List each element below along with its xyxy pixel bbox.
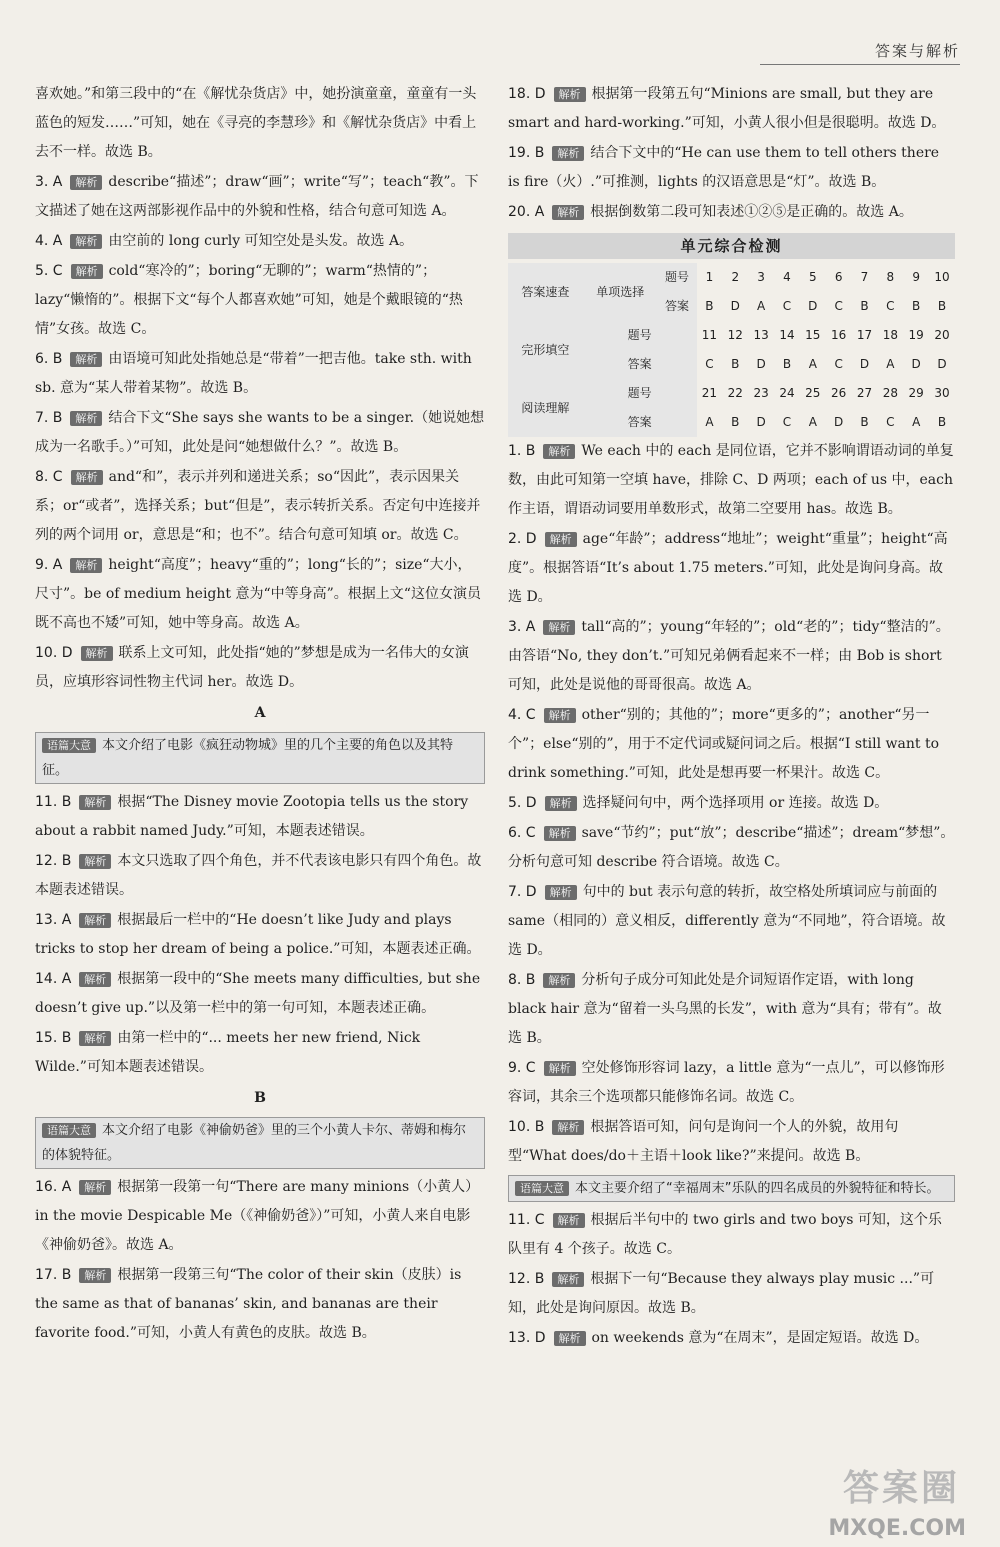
analysis-tag: 解析: [79, 1180, 111, 1195]
answer-number: 19. B: [508, 145, 545, 161]
watermark-logo: 答案圈: [842, 1468, 960, 1509]
right-column: [508, 80, 955, 1354]
answer-number: 7. D: [508, 884, 537, 900]
analysis-tag: 解析: [81, 646, 113, 661]
table-cell: 19: [908, 328, 924, 342]
table-cell: 21: [701, 386, 718, 400]
answer-number: 13. D: [508, 1330, 546, 1346]
table-cell: 22: [727, 386, 743, 400]
unit-test-title: 单元综合检测: [508, 233, 955, 259]
answer-explanation: describe“描述”；draw“画”；write“写”；teach“教”。下文描述了她在这两部影视作品中的外貌和性格，结合句意可知选 A。: [35, 174, 479, 219]
table-cell: 15: [805, 328, 821, 342]
answer-explanation: 本文只选取了四个角色，并不代表该电影只有四个角色。故本题表述错误。: [35, 853, 482, 898]
answer-explanation: 分析句子成分可知此处是介词短语作定语，with long black hair 意为“留着一头乌黑的长发”，with 意为“具有；带有”。故选 B。: [508, 972, 942, 1046]
answer-check-label: 答案速查: [508, 263, 583, 321]
answer-explanation: 根据答语可知，问句是询问一个人的外貌，故用句型“What does/do＋主语＋look like?”来提问。故选 B。: [508, 1119, 899, 1164]
answer-explanation: 根据第一段第一句“There are many minions（小黄人）in the movie Despicable Me（《神偷奶爸》）”可知，小黄人来自电影《神偷奶爸》。故选 A。: [35, 1179, 480, 1253]
summary-box-a: [35, 732, 485, 784]
answer-number: 3. A: [508, 619, 536, 635]
answer-number: 10. B: [508, 1119, 545, 1135]
analysis-tag: 解析: [79, 913, 111, 928]
cloze-label: 完形填空: [508, 321, 583, 379]
answer-item: [35, 1261, 485, 1348]
answer-explanation: 根据第一段第五句“Minions are small, but they are smart and hard-working.”可知，小黄人很小但是很聪明。故选 D。: [508, 86, 946, 131]
answer-number: 18. D: [508, 86, 546, 102]
answer-explanation: 由第一栏中的“... meets her new friend, Nick Wilde.”可知本题表述错误。: [35, 1030, 421, 1075]
table-cell: C: [782, 299, 792, 313]
answer-number: 14. A: [35, 971, 72, 987]
analysis-tag: 解析: [552, 1120, 584, 1135]
answer-label: 答案: [583, 350, 697, 379]
table-cell: C: [782, 415, 792, 429]
header-divider: [760, 64, 960, 65]
left-column: [35, 80, 485, 1349]
answer-number: 9. A: [35, 557, 63, 573]
answer-explanation: other“别的；其他的”；more“更多的”；another“另一个”；else“别的”，用于不定代词或疑问词之后。根据“I still want to drink something.”可知，此处是想再要一杯果汁。故选 C。: [508, 707, 940, 781]
analysis-tag: 解析: [553, 1213, 585, 1228]
table-cell: 4: [783, 270, 791, 284]
answer-list-c: [35, 1173, 485, 1348]
table-cell: 12: [727, 328, 743, 342]
answer-item: [508, 198, 955, 227]
answer-explanation: 根据“The Disney movie Zootopia tells us the story about a rabbit named Judy.”可知，本题表述错误。: [35, 794, 469, 839]
answer-explanation: 根据第一段第三句“The color of their skin（皮肤）is the same as that of bananas’ skin, and bananas are their favorite food.”可知，小黄人有黄色的皮肤。故选 B。: [35, 1267, 462, 1341]
answer-explanation: 根据后半句中的 two girls and two boys 可知，这个乐队里有 4 个孩子。故选 C。: [508, 1212, 942, 1257]
answer-explanation: 由空前的 long curly 可知空处是头发。故选 A。: [108, 233, 414, 249]
table-cell: 30: [934, 386, 950, 400]
answer-number: 5. C: [35, 263, 63, 279]
answer-explanation: 根据最后一栏中的“He doesn’t like Judy and plays tricks to stop her dream of being a police.”可知，本题表述正确。: [35, 912, 481, 957]
answer-item: [508, 819, 955, 877]
table-cell: B: [937, 299, 947, 313]
table-cell: 14: [779, 328, 795, 342]
answer-item: [508, 1113, 955, 1171]
table-cell: A: [912, 415, 921, 429]
analysis-tag: 解析: [544, 1061, 576, 1076]
table-cell: 2: [731, 270, 740, 284]
table-cell: 17: [856, 328, 873, 342]
answer-number: 4. A: [35, 233, 63, 249]
answer-item: [508, 789, 955, 818]
answer-number: 8. C: [35, 469, 63, 485]
table-cell: 27: [856, 386, 873, 400]
answer-label: 答案: [658, 292, 697, 321]
answer-number: 11. C: [508, 1212, 545, 1228]
answer-item: [35, 965, 485, 1023]
table-cell: A: [808, 415, 817, 429]
answer-explanation: We each 中的 each 是同位语，它并不影响谓语动词的单复数，由此可知第一空填 have，排除 C、D 两项；each of us 中，each 作主语，谓语动词要用单数形式，故第二空要用 has。故选 B。: [508, 443, 954, 517]
table-cell: B: [912, 299, 921, 313]
answer-explanation: and“和”，表示并列和递进关系；so“因此”，表示因果关系；or“或者”，选择关系；but“但是”，表示转折关系。否定句中连接并列的两个词用 or，意思是“和；也不”。结合句意可知填 or。故选 C。: [35, 469, 481, 543]
answer-item: [508, 701, 955, 788]
analysis-tag: 解析: [70, 411, 102, 426]
table-cell: A: [705, 415, 714, 429]
table-cell: 23: [753, 386, 769, 400]
answer-number: 7. B: [35, 410, 63, 426]
answer-explanation: cold“寒冷的”；boring“无聊的”；warm“热情的”；lazy“懒惰的”。根据下文“每个人都喜欢她”可知，她是个戴眼镜的“热情”女孩。故选 C。: [35, 263, 463, 337]
number-label: 题号: [658, 263, 697, 292]
answer-explanation: on weekends 意为“在周末”，是固定短语。故选 D。: [591, 1330, 929, 1346]
analysis-tag: 解析: [70, 352, 102, 367]
analysis-tag: 解析: [554, 87, 586, 102]
table-cell: D: [730, 299, 740, 313]
answer-explanation: height“高度”；heavy“重的”；long“长的”；size“大小，尺寸”。be of medium height 意为“中等身高”。根据上文“这位女演员既不高也不矮”可知，她中等身高。故选 A。: [35, 557, 481, 631]
answer-item: [35, 788, 485, 846]
table-cell: D: [911, 357, 921, 371]
answer-explanation: 根据下一句“Because they always play music ...”可知，此处是询问原因。故选 B。: [508, 1271, 935, 1316]
table-cell: C: [886, 415, 895, 429]
answer-item: [508, 878, 955, 965]
answer-item: [508, 139, 955, 197]
analysis-tag: 解析: [552, 146, 584, 161]
number-label: 题号: [583, 321, 697, 350]
table-cell: 13: [753, 328, 769, 342]
analysis-tag: 解析: [543, 620, 575, 635]
answer-explanation: 空处修饰形容词 lazy，a little 意为“一点儿”，可以修饰形容词，其余三个选项都只能修饰名词。故选 C。: [508, 1060, 945, 1105]
table-cell: 20: [934, 328, 950, 342]
answer-explanation: 选择疑问句中，两个选择项用 or 连接。故选 D。: [582, 795, 889, 811]
table-cell: C: [705, 357, 714, 371]
single-choice-label: 单项选择: [583, 263, 658, 321]
answer-explanation: 结合下文“She says she wants to be a singer.（她说她想成为一名歌手。）”可知，此处是问“她想做什么？”。故选 B。: [35, 410, 485, 455]
answer-number: 11. B: [35, 794, 72, 810]
analysis-tag: 解析: [543, 444, 575, 459]
analysis-tag: 解析: [71, 264, 103, 279]
answer-number: 1. B: [508, 443, 536, 459]
analysis-tag: 解析: [79, 972, 111, 987]
answer-item: [35, 227, 485, 256]
answer-number: 10. D: [35, 645, 73, 661]
answer-number: 6. C: [508, 825, 536, 841]
answer-item: [508, 1206, 955, 1264]
analysis-tag: 解析: [545, 796, 577, 811]
answer-list-b: [35, 788, 485, 1082]
answer-list-d: [508, 80, 955, 227]
table-cell: C: [886, 299, 895, 313]
answer-item: [508, 80, 955, 138]
summary-text: 本文介绍了电影《疯狂动物城》里的几个主要的角色以及其特征。: [42, 738, 454, 778]
table-cell: 7: [860, 270, 869, 284]
answer-list-e: [508, 437, 955, 1171]
summary-tag: 语篇大意: [515, 1181, 569, 1196]
table-cell: 10: [934, 270, 950, 284]
answer-explanation: 联系上文可知，此处指“她的”梦想是成为一名伟大的女演员，应填形容词性物主代词 her。故选 D。: [35, 645, 469, 690]
table-cell: D: [859, 357, 870, 371]
summary-tag: 语篇大意: [42, 738, 96, 753]
analysis-tag: 解析: [545, 532, 577, 547]
table-cell: 1: [705, 270, 714, 284]
table-cell: B: [705, 299, 714, 313]
table-cell: B: [860, 299, 869, 313]
analysis-tag: 解析: [543, 973, 575, 988]
table-cell: 24: [779, 386, 795, 400]
table-cell: 18: [882, 328, 898, 342]
answer-item: [35, 551, 485, 638]
table-cell: 29: [908, 386, 924, 400]
table-cell: C: [834, 357, 843, 371]
answer-item: [35, 168, 485, 226]
analysis-tag: 解析: [545, 885, 577, 900]
answer-item: [35, 906, 485, 964]
answer-explanation: tall“高的”；young“年轻的”；old“老的”；tidy“整洁的”。由答语“No, they don’t.”可知兄弟俩看起来不一样；由 Bob is short 可知，此处是说他的哥哥很高。故选 A。: [508, 619, 950, 693]
analysis-tag: 解析: [70, 175, 102, 190]
table-cell: A: [757, 299, 766, 313]
table-cell: 8: [886, 270, 895, 284]
answer-explanation: save“节约”；put“放”；describe“描述”；dream“梦想”。分析句意可知 describe 符合语境。故选 C。: [508, 825, 955, 870]
intro-paragraph: 喜欢她。”和第三段中的“在《解忧杂货店》中，她扮演童童，童童有一头蓝色的短发……”可知，她在《寻亮的李慧珍》和《解忧杂货店》中看上去不一样。故选 B。: [35, 86, 477, 160]
answer-explanation: age“年龄”；address“地址”；weight“重量”；height“高度”。根据答语“It’s about 1.75 meters.”可知，此处是询问身高。故选 D。: [508, 531, 948, 605]
answer-number: 3. A: [35, 174, 63, 190]
answer-item: [508, 613, 955, 700]
answer-explanation: 句中的 but 表示句意的转折，故空格处所填词应与前面的 same（相同的）意义相反，differently 意为“不同地”，符合语境。故选 D。: [508, 884, 946, 958]
table-cell: B: [731, 415, 740, 429]
answer-item: [508, 437, 955, 524]
reading-label: 阅读理解: [508, 379, 583, 437]
analysis-tag: 解析: [79, 854, 111, 869]
answer-item: [35, 345, 485, 403]
answer-number: 12. B: [35, 853, 72, 869]
table-cell: 16: [831, 328, 847, 342]
answer-item: [35, 847, 485, 905]
analysis-tag: 解析: [79, 795, 111, 810]
answer-number: 13. A: [35, 912, 72, 928]
answer-item: [508, 1265, 955, 1323]
answer-item: [35, 257, 485, 344]
analysis-tag: 解析: [79, 1031, 111, 1046]
table-cell: 26: [831, 386, 847, 400]
table-cell: D: [834, 415, 844, 429]
answer-list-f: [508, 1206, 955, 1353]
section-heading-a: A: [254, 705, 266, 721]
answer-label: 答案: [583, 408, 697, 437]
analysis-tag: 解析: [70, 558, 102, 573]
answer-item: [508, 525, 955, 612]
answer-item: [35, 1024, 485, 1082]
table-cell: C: [834, 299, 843, 313]
table-cell: D: [756, 415, 766, 429]
table-cell: D: [808, 299, 818, 313]
answer-item: [508, 966, 955, 1053]
table-cell: B: [937, 415, 947, 429]
answer-item: [35, 404, 485, 462]
analysis-tag: 解析: [552, 205, 584, 220]
summary-text: 本文介绍了电影《神偷奶爸》里的三个小黄人卡尔、蒂姆和梅尔的体貌特征。: [42, 1123, 467, 1163]
answer-number: 16. A: [35, 1179, 72, 1195]
table-cell: 3: [757, 270, 765, 284]
answer-explanation: 结合下文中的“He can use them to tell others there is fire（火）.”可推测，lights 的汉语意思是“灯”。故选 B。: [508, 145, 940, 190]
number-label: 题号: [583, 379, 697, 408]
summary-box-b: [35, 1117, 485, 1169]
answer-item: [508, 1054, 955, 1112]
table-cell: A: [808, 357, 817, 371]
answer-number: 2. D: [508, 531, 537, 547]
analysis-tag: 解析: [554, 1331, 586, 1346]
answer-number: 5. D: [508, 795, 537, 811]
answer-item: [35, 639, 485, 697]
table-cell: B: [782, 357, 792, 371]
table-cell: 6: [834, 270, 843, 284]
summary-box-c: [508, 1175, 955, 1202]
answer-explanation: 根据倒数第二段可知表述①②⑤是正确的。故选 A。: [590, 204, 913, 220]
table-cell: A: [886, 357, 895, 371]
table-cell: B: [731, 357, 740, 371]
table-cell: 11: [701, 328, 718, 342]
answer-list-a: [35, 168, 485, 697]
table-cell: 9: [912, 270, 920, 284]
answer-explanation: 由语境可知此处指她总是“带着”一把吉他。take sth. with sb. 意为“某人带着某物”。故选 B。: [35, 351, 472, 396]
summary-text: 本文主要介绍了“幸福周末”乐队的四名成员的外貌特征和特长。: [575, 1181, 940, 1196]
page-header-title: 答案与解析: [874, 42, 960, 60]
answer-item: [35, 463, 485, 550]
analysis-tag: 解析: [79, 1268, 111, 1283]
analysis-tag: 解析: [70, 234, 102, 249]
answer-number: 8. B: [508, 972, 536, 988]
answer-explanation: 根据第一段中的“She meets many difficulties, but she doesn’t give up.”以及第一栏中的第一句可知，本题表述正确。: [35, 971, 481, 1016]
section-heading-b: B: [254, 1090, 266, 1106]
answer-number: 17. B: [35, 1267, 72, 1283]
answer-number: 4. C: [508, 707, 536, 723]
analysis-tag: 解析: [544, 708, 576, 723]
table-cell: 5: [808, 270, 817, 284]
table-cell: 28: [882, 386, 898, 400]
answer-number: 15. B: [35, 1030, 72, 1046]
table-cell: D: [756, 357, 766, 371]
answer-item: [508, 1324, 955, 1353]
answer-number: 6. B: [35, 351, 63, 367]
table-cell: B: [860, 415, 869, 429]
table-cell: D: [937, 357, 947, 371]
summary-tag: 语篇大意: [42, 1123, 96, 1138]
watermark-url: MXQE.COM: [828, 1516, 966, 1541]
answer-number: 20. A: [508, 204, 545, 220]
analysis-tag: 解析: [544, 826, 576, 841]
answer-quick-check-table: [508, 263, 955, 437]
answer-number: 12. B: [508, 1271, 545, 1287]
analysis-tag: 解析: [552, 1272, 584, 1287]
table-cell: 25: [805, 386, 821, 400]
answer-number: 9. C: [508, 1060, 536, 1076]
answer-item: [35, 1173, 485, 1260]
analysis-tag: 解析: [71, 470, 103, 485]
